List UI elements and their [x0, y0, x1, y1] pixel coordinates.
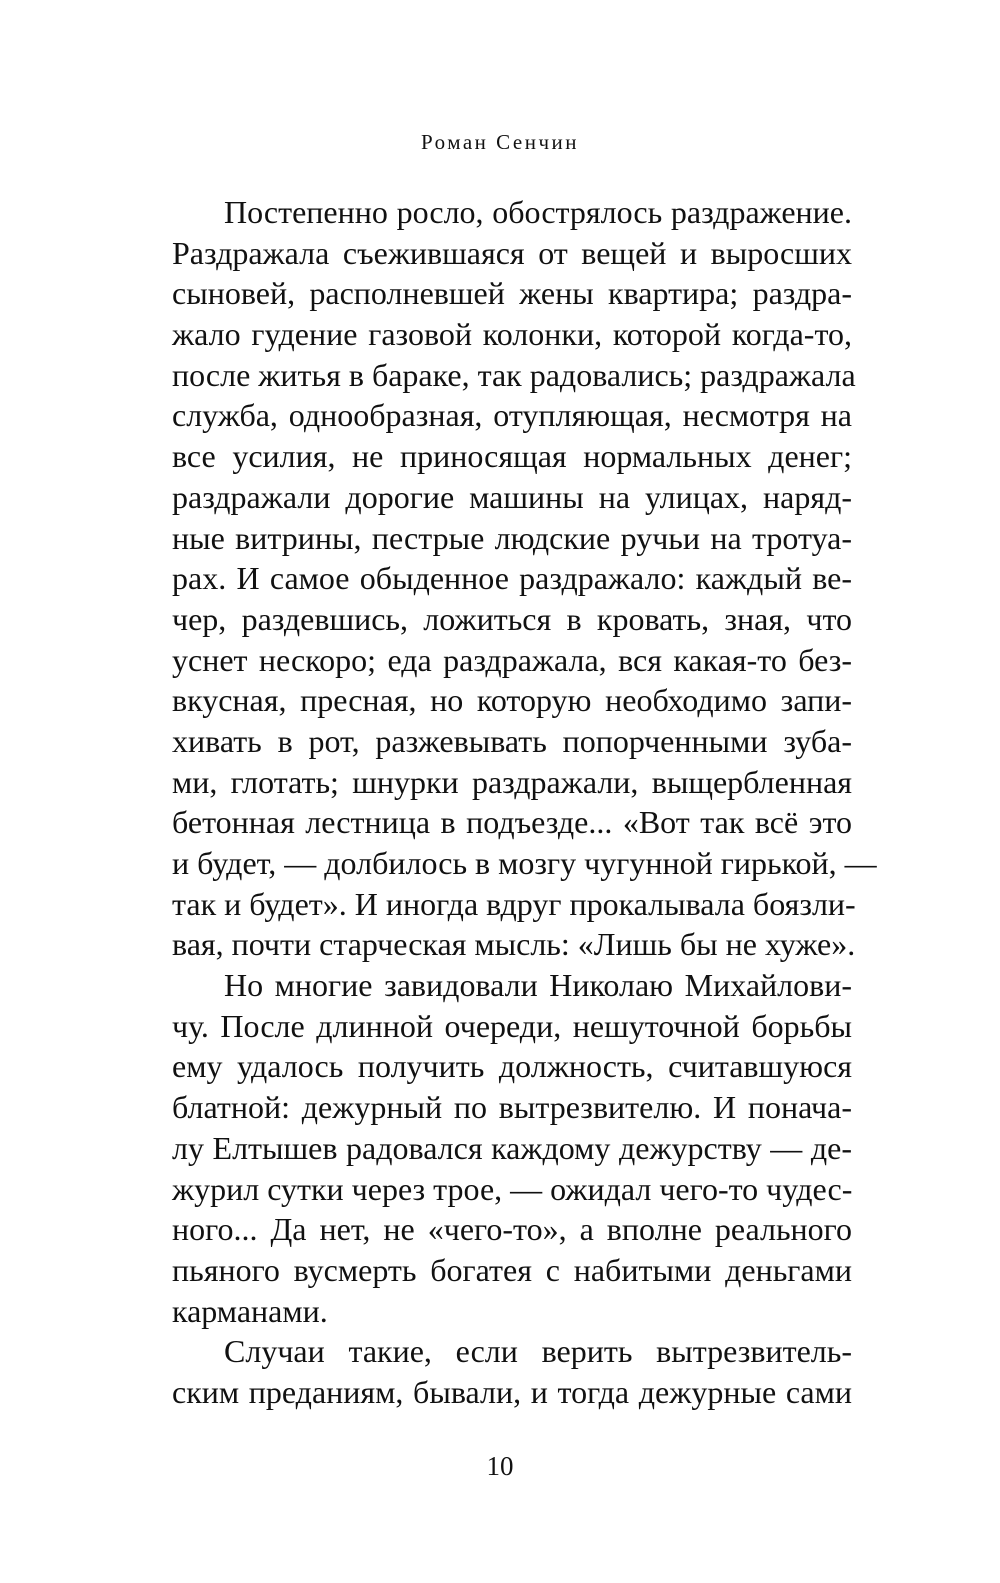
running-header-author: Роман Сенчин	[420, 130, 580, 154]
text-line: чер, раздевшись, ложиться в кровать, зная, что	[172, 600, 852, 637]
text-line: ским преданиям, бывали, и тогда дежурные сами	[172, 1373, 852, 1410]
text-line: уснет нескоро; еда раздражала, вся какая-то без-	[172, 641, 852, 678]
text-line: карманами.	[172, 1292, 328, 1329]
body-text	[172, 192, 877, 1413]
text-line: пьяного вусмерть богатея с набитыми деньгами	[172, 1251, 852, 1288]
text-line: жало гудение газовой колонки, которой когда-то,	[172, 316, 852, 353]
text-line: чу. После длинной очереди, нешуточной борьбы	[172, 1007, 852, 1044]
text-line: Раздражала съежившаяся от вещей и выросших	[172, 234, 852, 271]
text-line: бетонная лестница в подъезде... «Вот так всё это	[172, 804, 852, 841]
text-line: вкусная, пресная, но которую необходимо запи-	[172, 682, 852, 719]
text-line: журил сутки через трое, — ожидал чего-то чудес-	[172, 1170, 853, 1207]
paragraph	[172, 965, 852, 1331]
text-line: ему удалось получить должность, считавшуюся	[172, 1048, 852, 1085]
text-line: рах. И самое обыденное раздражало: каждый ве-	[172, 560, 852, 597]
text-line: Случаи такие, если верить вытрезвитель-	[224, 1333, 852, 1370]
text-line: сыновей, располневшей жены квартира; раздра-	[172, 275, 852, 312]
text-line: Но многие завидовали Николаю Михайлови-	[224, 967, 852, 1004]
page-number: 10	[486, 1451, 514, 1481]
text-line: ми, глотать; шнурки раздражали, выщербленная	[172, 763, 852, 800]
text-line: так и будет». И иногда вдруг прокалывала боязли-	[172, 885, 856, 922]
text-line: и будет, — долбилось в мозгу чугунной гирькой, —	[172, 845, 877, 881]
text-line: ного... Да нет, не «чего-то», а вполне реального	[172, 1211, 852, 1248]
paragraph	[172, 192, 877, 965]
text-line: блатной: дежурный по вытрезвителю. И понача-	[172, 1089, 852, 1126]
text-line: все усилия, не приносящая нормальных денег;	[172, 438, 852, 475]
text-line: хивать в рот, разжевывать попорченными зуба-	[172, 722, 852, 759]
text-line: лу Елтышев радовался каждому дежурству — де-	[172, 1129, 852, 1166]
text-line: Постепенно росло, обострялось раздражение.	[224, 194, 852, 230]
text-line: вая, почти старческая мысль: «Лишь бы не хуже».	[172, 926, 856, 963]
text-line: ные витрины, пестрые людские ручьи на тротуа-	[172, 519, 852, 556]
paragraph	[172, 1331, 852, 1412]
text-line: после житья в бараке, так радовались; раздражала	[172, 356, 856, 393]
text-line: служба, однообразная, отупляющая, несмотря на	[172, 397, 852, 434]
text-line: раздражали дорогие машины на улицах, наряд-	[172, 478, 852, 515]
